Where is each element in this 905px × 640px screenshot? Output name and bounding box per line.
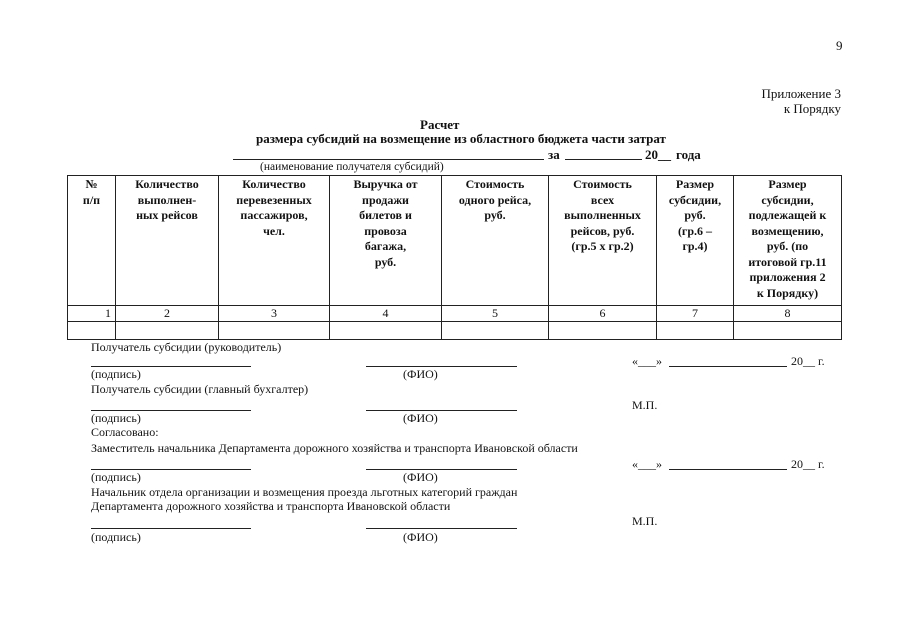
fio-line (366, 410, 517, 411)
header-cell: Стоимость всех выполненных рейсов, руб. (гр.5 х гр.2) (549, 176, 657, 306)
period-za: за (548, 147, 560, 162)
fio-caption: (ФИО) (403, 530, 438, 544)
page-number: 9 (836, 38, 843, 53)
column-number: 2 (116, 306, 219, 322)
column-number: 8 (734, 306, 842, 322)
empty-cell (657, 322, 734, 340)
date-open: «___» (632, 354, 662, 368)
fio-line (366, 366, 517, 367)
recipient-name-line (233, 159, 544, 160)
column-number: 6 (549, 306, 657, 322)
document-title: Расчет (420, 117, 460, 132)
empty-cell (442, 322, 549, 340)
header-cell: Размер субсидии, подлежащей к возмещению, руб. (по итоговой гр.11 приложения 2 к Порядку) (734, 176, 842, 306)
column-number: 3 (219, 306, 330, 322)
table-empty-row (68, 322, 842, 340)
header-cell: Количество перевезенных пассажиров, чел. (219, 176, 330, 306)
empty-cell (219, 322, 330, 340)
signature-line (91, 528, 251, 529)
podpis-caption: (подпись) (91, 367, 141, 381)
head-dept-label-2: Департамента дорожного хозяйства и транспорта Ивановской области (91, 499, 451, 513)
empty-cell (549, 322, 657, 340)
column-number: 4 (330, 306, 442, 322)
podpis-caption: (подпись) (91, 470, 141, 484)
date-line (669, 469, 787, 470)
header-cell: Размер субсидии, руб. (гр.6 – гр.4) (657, 176, 734, 306)
appendix-line-1: Приложение 3 (761, 86, 841, 101)
fio-line (366, 528, 517, 529)
column-number: 5 (442, 306, 549, 322)
fio-caption: (ФИО) (403, 367, 438, 381)
head-dept-label-1: Начальник отдела организации и возмещения проезда льготных категорий граждан (91, 485, 518, 499)
stamp-label: М.П. (632, 514, 658, 528)
fio-caption: (ФИО) (403, 411, 438, 425)
appendix-line-2: к Порядку (783, 101, 841, 116)
header-cell: Количество выполнен- ных рейсов (116, 176, 219, 306)
recipient-head-label: Получатель субсидии (руководитель) (91, 340, 282, 354)
empty-cell (116, 322, 219, 340)
calculation-table (67, 175, 842, 340)
document-subtitle: размера субсидий на возмещение из областного бюджета части затрат (256, 131, 666, 146)
empty-cell (68, 322, 116, 340)
date-year: 20__ г. (791, 354, 825, 368)
year-suffix: года (676, 147, 701, 162)
column-number: 7 (657, 306, 734, 322)
header-cell: Стоимость одного рейса, руб. (442, 176, 549, 306)
empty-cell (330, 322, 442, 340)
table-header-row (68, 176, 842, 306)
podpis-caption: (подпись) (91, 530, 141, 544)
podpis-caption: (подпись) (91, 411, 141, 425)
date-line (669, 366, 787, 367)
date-year: 20__ г. (791, 457, 825, 471)
year-prefix: 20__ (645, 147, 671, 162)
date-open: «___» (632, 457, 662, 471)
table-number-row (68, 306, 842, 322)
fio-caption: (ФИО) (403, 470, 438, 484)
empty-cell (734, 322, 842, 340)
agreed-label: Согласовано: (91, 425, 159, 439)
recipient-caption: (наименование получателя субсидий) (260, 161, 444, 173)
header-cell: Выручка от продажи билетов и провоза багажа, руб. (330, 176, 442, 306)
column-number: 1 (68, 306, 116, 322)
recipient-accountant-label: Получатель субсидии (главный бухгалтер) (91, 382, 309, 396)
header-cell: № п/п (68, 176, 116, 306)
period-line (565, 159, 642, 160)
stamp-label: М.П. (632, 398, 658, 412)
fio-line (366, 469, 517, 470)
deputy-label: Заместитель начальника Департамента дорожного хозяйства и транспорта Ивановской области (91, 441, 578, 455)
